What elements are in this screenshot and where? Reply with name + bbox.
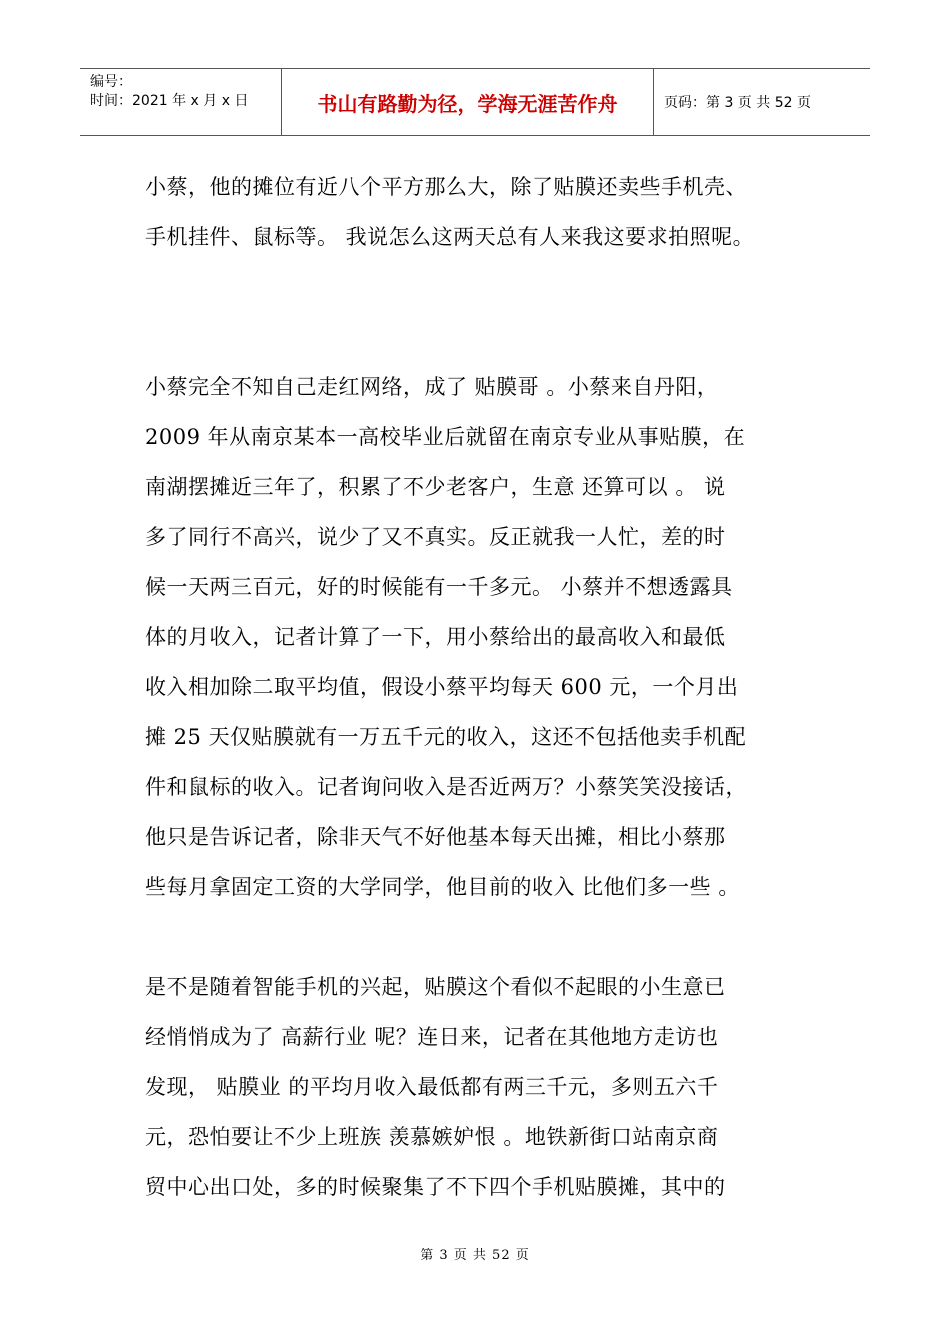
header-page-number: 页码：第 3 页 共 52 页 [664, 95, 811, 111]
text-line: 南湖摆摊近三年了，积累了不少老客户，生意 还算可以 。 说 [145, 475, 726, 499]
text-line: 2009 年从南京某本一高校毕业后就留在南京专业从事贴膜，在 [145, 425, 746, 449]
text-line: 多了同行不高兴，说少了又不真实。反正就我一人忙，差的时 [145, 525, 726, 549]
text-line: 元，恐怕要让不少上班族 羡慕嫉妒恨 。地铁新街口站南京商 [145, 1125, 719, 1149]
text-line: 摊 25 天仅贴膜就有一万五千元的收入，这还不包括他卖手机配 [145, 725, 747, 749]
document-body [145, 162, 825, 1212]
text-line: 经悄悄成为了 高薪行业 呢？连日来，记者在其他地方走访也 [145, 1025, 719, 1049]
paragraph [145, 162, 825, 262]
text-line: 发现， 贴膜业 的平均月收入最低都有两三千元，多则五六千 [145, 1075, 719, 1099]
text-line: 贸中心出口处，多的时候聚集了不下四个手机贴膜摊，其中的 [145, 1175, 726, 1199]
text-line: 收入相加除二取平均值，假设小蔡平均每天 600 元，一个月出 [145, 675, 739, 699]
header-meta [80, 69, 282, 135]
text-line: 是不是随着智能手机的兴起，贴膜这个看似不起眼的小生意已 [145, 975, 726, 999]
paragraph [145, 962, 825, 1212]
text-line: 手机挂件、鼠标等。 我说怎么这两天总有人来我这要求拍照呢。 [145, 225, 755, 249]
text-line: 体的月收入，记者计算了一下，用小蔡给出的最高收入和最低 [145, 625, 726, 649]
page-header [80, 68, 870, 136]
text-line: 小蔡，他的摊位有近八个平方那么大，除了贴膜还卖些手机壳、 [145, 175, 747, 199]
text-line: 他只是告诉记者，除非天气不好他基本每天出摊，相比小蔡那 [145, 825, 726, 849]
document-date: 时间：2021 年 x 月 x 日 [90, 93, 249, 109]
text-line: 件和鼠标的收入。记者询问收入是否近两万？小蔡笑笑没接话， [145, 775, 747, 799]
document-number-label: 编号： [90, 74, 132, 90]
text-line: 候一天两三百元，好的时候能有一千多元。 小蔡并不想透露具 [145, 575, 733, 599]
text-line: 小蔡完全不知自己走红网络，成了 贴膜哥 。小蔡来自丹阳， [145, 375, 719, 399]
page-footer: 第 3 页 共 52 页 [420, 1248, 530, 1263]
paragraph [145, 362, 825, 912]
text-line: 些每月拿固定工资的大学同学，他目前的收入 比他们多一些 。 [145, 875, 740, 899]
header-motto: 书山有路勤为径，学海无涯苦作舟 [282, 69, 654, 135]
